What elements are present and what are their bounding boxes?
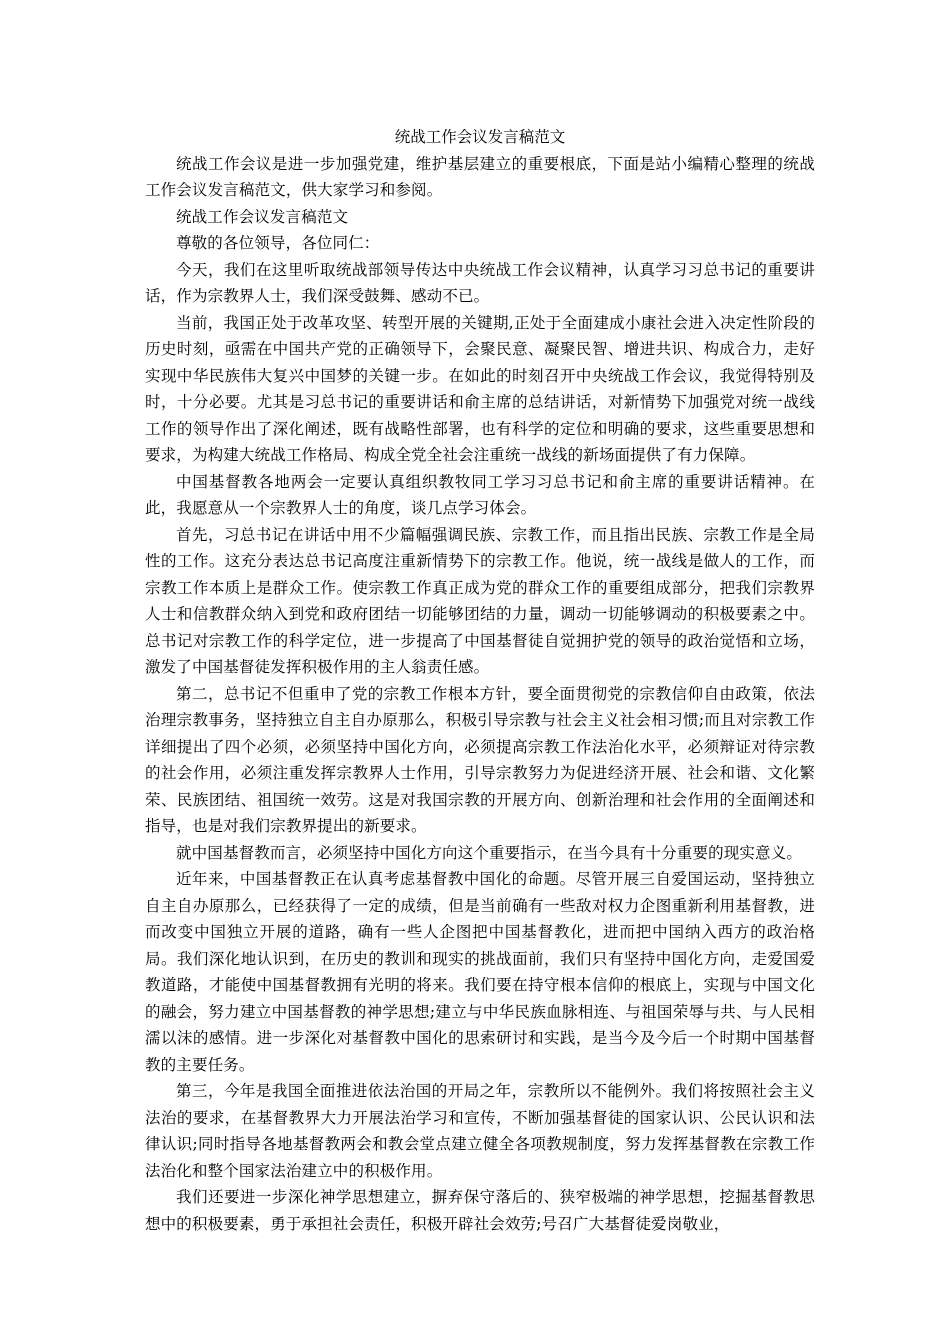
paragraph-theology: 我们还要进一步深化神学思想建立，摒弃保守落后的、狭窄极端的神学思想，挖掘基督教思想中的积极要素，勇于承担社会责任，积极开辟社会效劳;号召广大基督徒爱岗敬业， [145, 1188, 815, 1233]
paragraph-intro: 统战工作会议是进一步加强党建，维护基层建立的重要根底，下面是站小编精心整理的统战工作会议发言稿范文，供大家学习和参阅。 [145, 154, 815, 199]
paragraph-opening: 今天，我们在这里听取统战部领导传达中央统战工作会议精神，认真学习习总书记的重要讲话，作为宗教界人士，我们深受鼓舞、感动不已。 [145, 260, 815, 305]
document-title: 统战工作会议发言稿范文 [394, 128, 566, 146]
paragraph-subtitle: 统战工作会议发言稿范文 [176, 207, 349, 226]
document-page [145, 124, 815, 1237]
paragraph-first-point: 首先，习总书记在讲话中用不少篇幅强调民族、宗教工作，而且指出民族、宗教工作是全局性的工作。这充分表达总书记高度注重新情势下的宗教工作。他说，统一战线是做人的工作，而宗教工作本质上是群众工作。使宗教工作真正成为党的群众工作的重要组成部分，把我们宗教界人士和信教群众纳入到党和政府团结一切能够团结的力量，调动一切能够调动的积极要素之中。总书记对宗教工作的科学定位，进一步提高了中国基督徒自觉拥护党的领导的政治觉悟和立场，激发了中国基督徒发挥积极作用的主人翁责任感。 [145, 525, 815, 676]
paragraph-context: 当前，我国正处于改革攻坚、转型开展的关键期,正处于全面建成小康社会进入决定性阶段的历史时刻，亟需在中国共产党的正确领导下，会聚民意、凝聚民智、增进共识、构成合力，走好实现中华民族伟大复兴中国梦的关键一步。在如此的时刻召开中央统战工作会议，我觉得特别及时，十分必要。尤其是习总书记的重要讲话和俞主席的总结讲话，对新情势下加强党对统一战线工作的领导作出了深化阐述，既有战略性部署，也有科学的定位和明确的要求，这些重要思想和要求，为构建大统战工作格局、构成全党全社会注重统一战线的新场面提供了有力保障。 [145, 313, 815, 464]
paragraph-third-point: 第三，今年是我国全面推进依法治国的开局之年，宗教所以不能例外。我们将按照社会主义法治的要求，在基督教界大力开展法治学习和宣传，不断加强基督徒的国家认识、公民认识和法律认识;同时指导各地基督教两会和教会堂点建立健全各项教规制度，努力发挥基督教在宗教工作法治化和整个国家法治建立中的积极作用。 [145, 1082, 815, 1180]
paragraph-second-point: 第二，总书记不但重申了党的宗教工作根本方针，要全面贯彻党的宗教信仰自由政策，依法治理宗教事务，坚持独立自主自办原那么，积极引导宗教与社会主义社会相习惯;而且对宗教工作详细提出了四个必须，必须坚持中国化方向，必须提高宗教工作法治化水平，必须辩证对待宗教的社会作用，必须注重发挥宗教界人士作用，引导宗教努力为促进经济开展、社会和谐、文化繁荣、民族团结、祖国统一效劳。这是对我国宗教的开展方向、创新治理和社会作用的全面阐述和指导，也是对我们宗教界提出的新要求。 [145, 684, 815, 835]
paragraph-salutation: 尊敬的各位领导，各位同仁： [176, 234, 380, 252]
paragraph-sinicization: 就中国基督教而言，必须坚持中国化方向这个重要指示，在当今具有十分重要的现实意义。 [176, 843, 803, 862]
paragraph-study-call: 中国基督教各地两会一定要认真组织教牧同工学习习总书记和俞主席的重要讲话精神。在此，我愿意从一个宗教界人士的角度，谈几点学习体会。 [145, 472, 815, 517]
paragraph-recent-years: 近年来，中国基督教正在认真考虑基督教中国化的命题。尽管开展三自爱国运动，坚持独立自主自办原那么，已经获得了一定的成绩，但是当前确有一些敌对权力企图重新利用基督教，进而改变中国独立开展的道路，确有一些人企图把中国基督教化，进而把中国纳入西方的政治格局。我们深化地认识到，在历史的教训和现实的挑战面前，我们只有坚持中国化方向，走爱国爱教道路，才能使中国基督教拥有光明的将来。我们要在持守根本信仰的根底上，实现与中国文化的融会，努力建立中国基督教的神学思想;建立与中华民族血脉相连、与祖国荣辱与共、与人民相濡以沫的感情。进一步深化对基督教中国化的思索研讨和实践，是当今及今后一个时期中国基督教的主要任务。 [145, 870, 815, 1074]
